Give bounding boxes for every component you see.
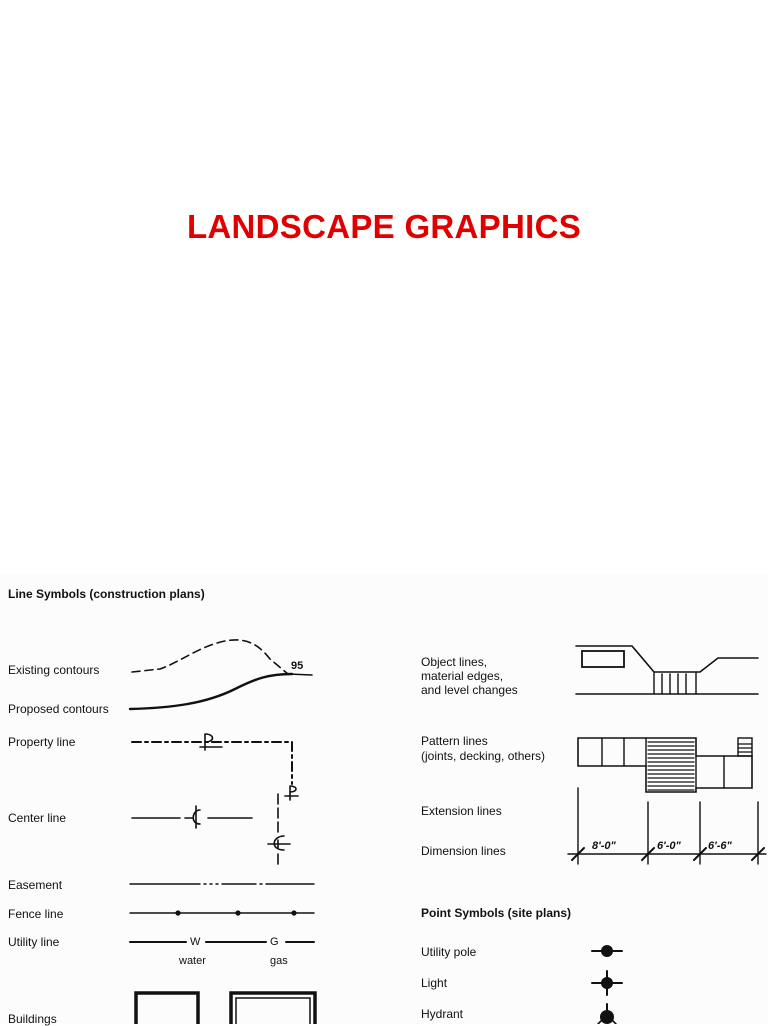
line-symbols-heading: Line Symbols (construction plans) xyxy=(8,587,205,601)
label-object-lines-2: material edges, xyxy=(421,669,504,683)
label-gas: gas xyxy=(270,955,288,967)
utility-water-mark: W xyxy=(190,936,201,948)
label-utility-line: Utility line xyxy=(8,935,60,949)
landscape-symbols-scan xyxy=(0,574,768,1024)
label-proposed-contours: Proposed contours xyxy=(8,702,109,716)
label-light: Light xyxy=(421,976,448,990)
label-fence-line: Fence line xyxy=(8,907,64,921)
label-hydrant: Hydrant xyxy=(421,1007,464,1021)
utility-gas-mark: G xyxy=(270,936,279,948)
pattern-hatch xyxy=(648,742,694,790)
symbols-drawing xyxy=(0,574,768,1024)
center-line-mark-1 xyxy=(193,806,200,828)
proposed-contour-line xyxy=(130,674,292,709)
label-pattern-lines-2: (joints, decking, others) xyxy=(421,749,546,763)
page-title: LANDSCAPE GRAPHICS xyxy=(186,208,582,245)
point-symbols-heading: Point Symbols (site plans) xyxy=(421,906,572,920)
building-symbol-1 xyxy=(136,993,198,1024)
dimension-value-2: 6'-0" xyxy=(657,840,681,852)
utility-pole-icon xyxy=(592,945,622,957)
label-object-lines-3: and level changes xyxy=(421,683,518,697)
label-dimension-lines: Dimension lines xyxy=(421,844,506,858)
property-line xyxy=(132,742,292,784)
object-lines-profile xyxy=(576,646,758,694)
label-center-line: Center line xyxy=(8,811,67,825)
label-easement: Easement xyxy=(8,878,63,892)
dimension-value-1: 8'-0" xyxy=(592,840,616,852)
hydrant-icon xyxy=(598,1004,616,1024)
label-property-line: Property line xyxy=(8,735,76,749)
object-window xyxy=(582,651,624,667)
label-pattern-lines-1: Pattern lines xyxy=(421,734,488,748)
dimension-value-3: 6'-6" xyxy=(708,840,732,852)
center-line-mark-2 xyxy=(268,836,290,850)
object-steps xyxy=(654,672,696,694)
label-water: water xyxy=(179,955,206,967)
label-existing-contours: Existing contours xyxy=(8,663,100,677)
label-object-lines-1: Object lines, xyxy=(421,655,488,669)
property-line-mark-2 xyxy=(285,786,298,800)
label-utility-pole: Utility pole xyxy=(421,945,477,959)
label-buildings: Buildings xyxy=(8,1012,57,1026)
contour-value: 95 xyxy=(291,660,304,672)
label-extension-lines: Extension lines xyxy=(421,804,502,818)
light-icon xyxy=(592,971,622,995)
existing-contour-line xyxy=(132,640,288,674)
